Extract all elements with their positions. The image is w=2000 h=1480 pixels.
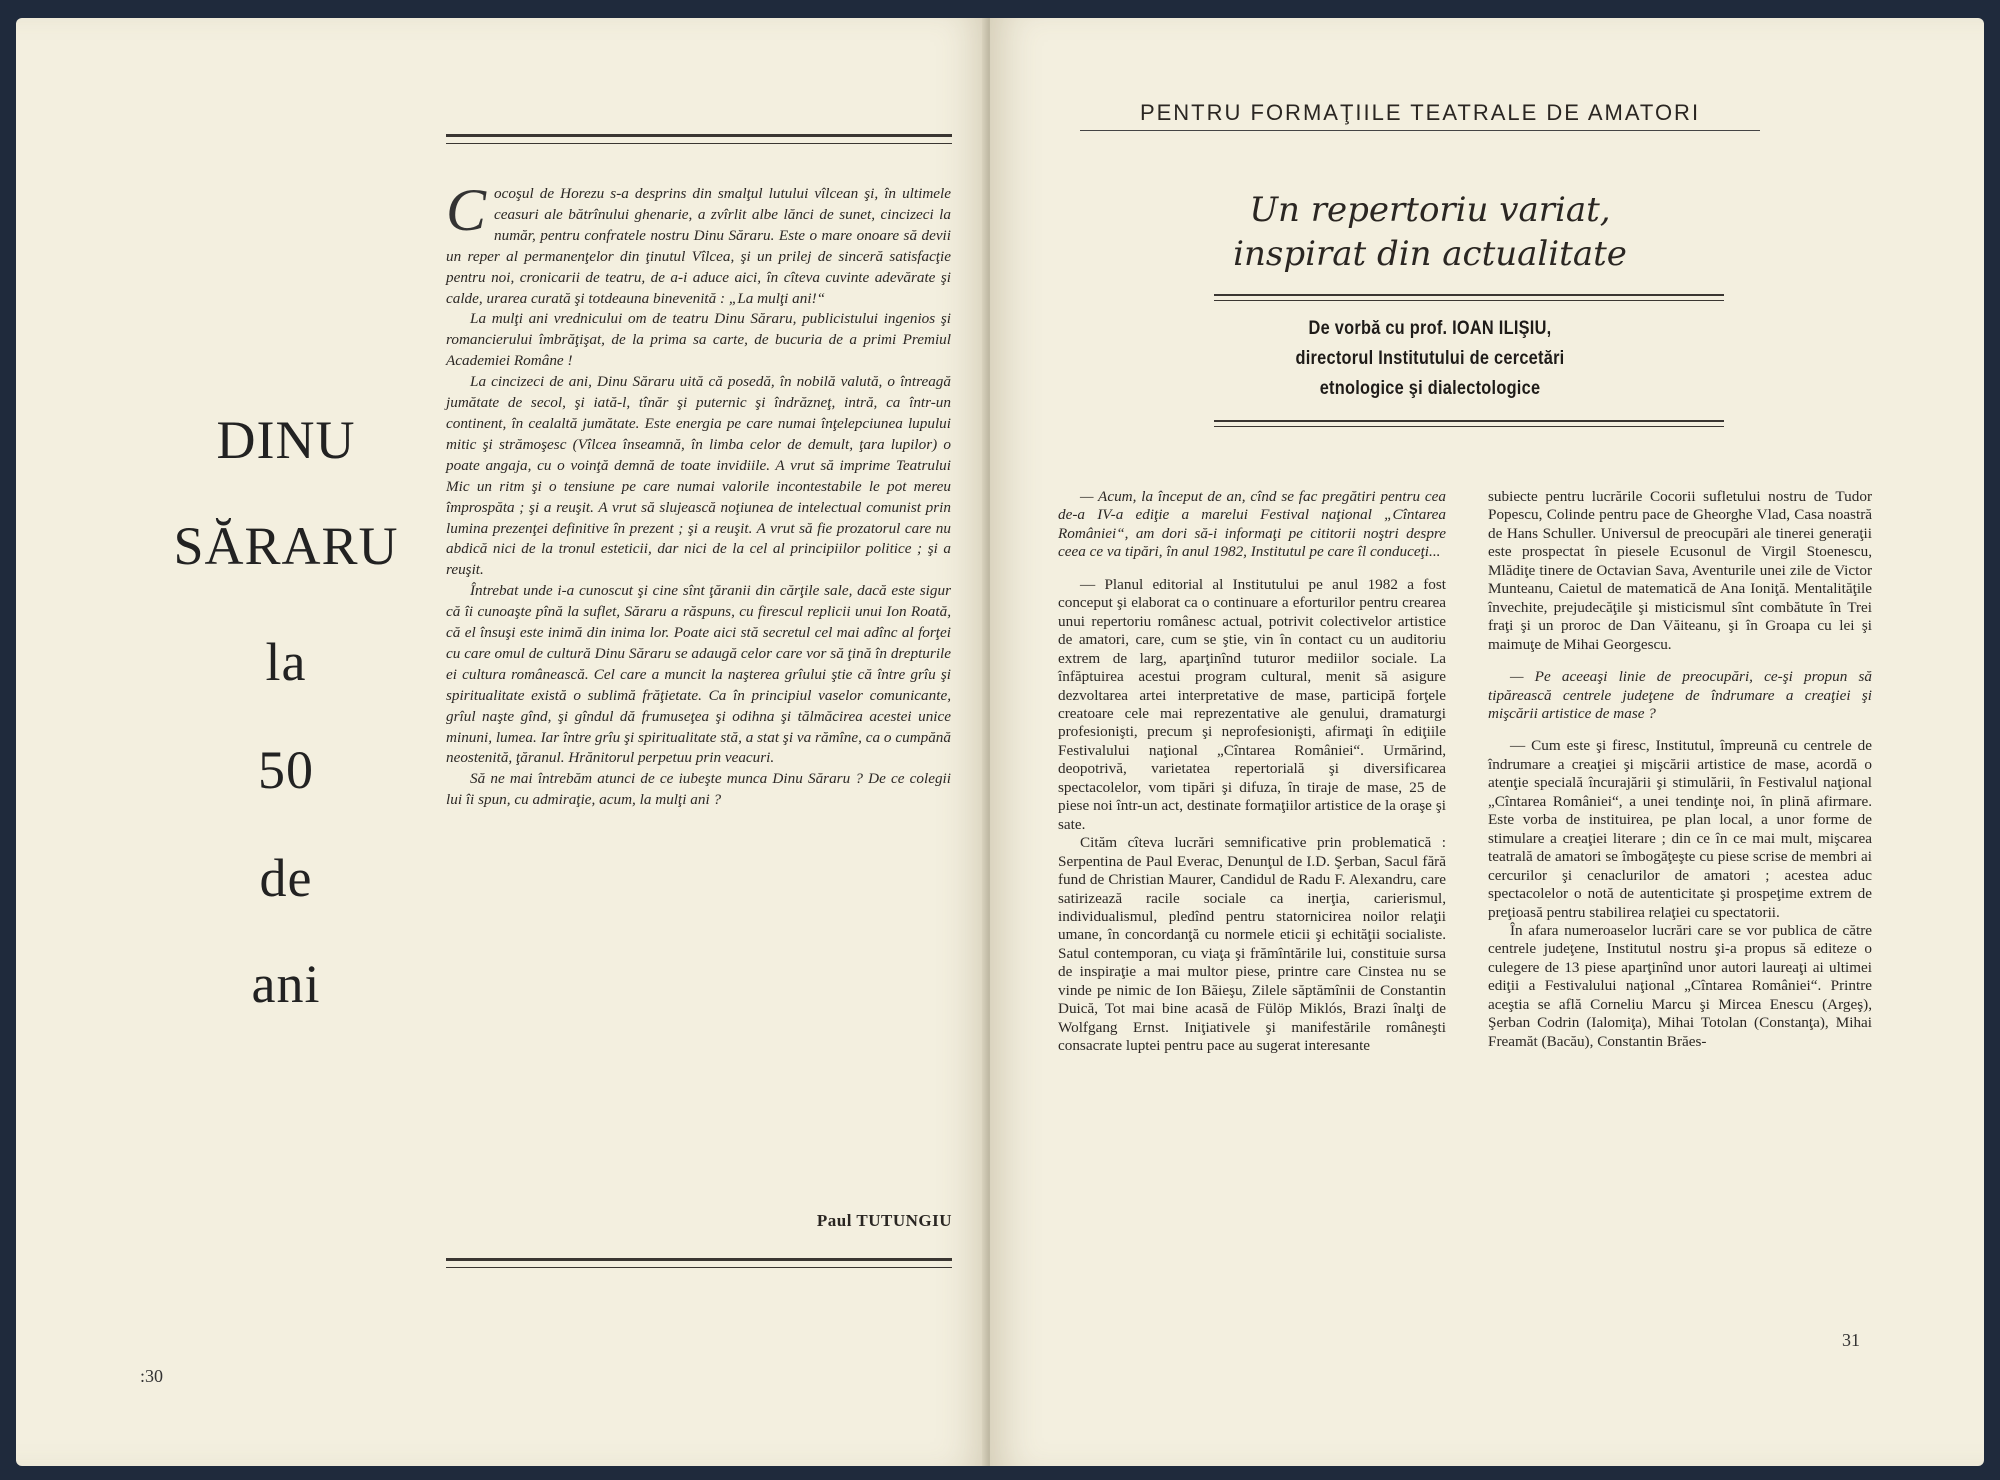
title-line: ani bbox=[251, 954, 321, 1014]
paragraph: — Planul editorial al Institutului pe anul 1982 a fost conceput şi elaborat ca o continuare a eforturilor pentru crearea unui repertoriu românesc actual, potrivit colectivelor artistice de amatori, care, cum se ştie, vin în contact cu un auditoriu extrem de larg, aparţinînd tuturor mediilor sociale. La înfăptuirea acestui program cultural, menit să asigure dezvoltarea artei interpretative de mase, participă forţele creatoare cele mai reprezentative ale genului, dramaturgi profesionişti, precum şi neprofesionişti, afirmaţi în ediţiile Festivalului naţional „Cîntarea României“. Urmărind, deopotrivă, varietatea repertorială şi diversificarea spectacolelor, vom tipări şi difuza, în tiraje de mase, 25 de piese noi într-un act, destinate formaţiilor artistice de la oraşe şi sate. bbox=[1058, 575, 1446, 833]
bottom-rule bbox=[446, 1258, 952, 1268]
right-page bbox=[990, 18, 1984, 1466]
page-number: 31 bbox=[1842, 1330, 1860, 1350]
left-page bbox=[16, 18, 988, 1466]
page-number: :30 bbox=[140, 1366, 164, 1386]
top-rule bbox=[446, 134, 952, 144]
paragraph: subiecte pentru lucrările Cocorii sufletului nostru de Tudor Popescu, Colinde pentru pace de Gheorghe Vlad, Casa noastră de Hans Schuller. Universul de preocupări ale tinerei generaţii este prospectat în piesele Ecusonul de Virgil Stoenescu, Mlădiţe tinere de Octavian Sava, Aventurile unei zile de Victor Munteanu, Caietul de matematică de Ana Ioniţă. Mentalităţile învechite, prejudecăţile şi misticismul sînt combătute în Trei fraţi şi un proroc de Dan Văiteanu, şi în Groapa cu lei şi maimuţe de Mihai Georgescu. bbox=[1488, 488, 1872, 653]
paragraph: Cităm cîteva lucrări semnificative prin problematică : Serpentina de Paul Everac, Denunţul de I.D. Şerban, Sacul fără fund de Christian Maurer, Candidul de Radu F. Alexandru, care satirizează racile sociale ca inerţia, carierismul, individualismul, pledînd pentru statornicirea noilor relaţii umane, în concordanţă cu normele eticii şi echităţii socialiste. Satul contemporan, cu viaţa şi frămîntările lui, constituie sursa de inspiraţie a mai multor piese, printre care Cinstea nu se vinde pe nimic de Ion Băieşu, Zilele săptămînii de Constantin Duică, Tot mai bine acasă de Fülöp Miklós, Brazi înalţi de Wolfgang Ernst. Iniţiativele şi manifestările româneşti consacrate luptei pentru pace au sugerat interesante bbox=[1058, 834, 1446, 1055]
interview-line: etnologice şi dialectologice bbox=[1319, 378, 1541, 399]
paragraph: Întrebat unde i-a cunoscut şi cine sînt ţăranii din cărţile sale, dacă este sigur că îi cunoaşte pînă la suflet, Săraru a răspuns, cu firescul replicii unui Ion Roată, că el însuşi este inimă din inima lor. Poate aici stă secretul cel mai adînc al forţei cu care omul de cultură Dinu Săraru se adaugă celor care vor să ţină în drepturile ei cultura românească. Cel care a muncit la naşterea grîului ştie că între grîu şi spiritualitate există o sublimă frăţietate. Ca în principiul vaselor comunicante, grîul naşte gînd, şi gîndul dă frumuseţea şi odihna şi tălmăcirea acestei unice minuni, lumea. Iar între grîu şi spiritualitate stă, a stat şi va rămîne, ca o cumpănă neostenită, ţăranul. Hrănitorul perpetuu prin veacuri. bbox=[446, 582, 951, 767]
paragraph: La cincizeci de ani, Dinu Săraru uită că posedă, în nobilă valută, o întreagă jumătate de secol, şi iată-l, tînăr şi puternic şi îndrăzneţ, intră, ca într-un continent, în cealaltă jumătate. Este energia pe care numai înţelepciunea lupului mitic şi strămoşesc (Vîlcea înseamnă, în limba celor de demult, ţara lupilor) o poate angaja, cu o voinţă demnă de toate invidiile. A vrut să imprime Teatrului Mic un ritm şi o tensiune pe care numai valorile incontestabile le pot mereu împrospăta ; şi a reuşit. A vrut să slujească noţiunea de intelectual comunist prin lumina prezenţei definitive în prezent ; şi a reuşit. A vrut să fie prozatorul care nu abdică nici de la tronul esteticii, dar nici de la cel al principiilor politice ; şi a reuşit. bbox=[446, 373, 951, 579]
paragraph: Cocoşul de Horezu s-a desprins din smalţul lutului vîlcean şi, în ultimele ceasuri ale bătrînului ghenarie, a zvîrlit albe lănci de sunet, cincizeci la număr, pentru confratele nostru Dinu Săraru. Este o mare onoare să devii un reper al permanenţelor din ţinutul Vîlcea, şi un prilej de sinceră satisfacţie pentru noi, cronicarii de teatru, de a-i aduce aici, în cîteva cuvinte adevărate şi calde, urarea curată şi totdeauna binevenită : „La mulţi ani!“ bbox=[446, 177, 951, 307]
interview-intro bbox=[1249, 314, 1610, 404]
drop-cap: C bbox=[446, 177, 487, 243]
interview-line: directorul Institutului de cercetări bbox=[1295, 348, 1565, 369]
paragraph: La mulţi ani vrednicului om de teatru Dinu Săraru, publicistului ingenios şi romancierului îmbrăţişat, de la prima sa carte, de bucuria de a primi Premiul Academiei Române ! bbox=[446, 310, 951, 370]
title-line: de bbox=[259, 848, 313, 908]
headline-line: Un repertoriu variat, bbox=[1249, 190, 1611, 230]
paragraph: Să ne mai întrebăm atunci de ce iubeşte munca Dinu Săraru ? De ce colegii lui îi spun, cu admiraţie, acum, la mulţi ani ? bbox=[446, 770, 951, 809]
interview-bottom-rule bbox=[1214, 420, 1724, 427]
column-1 bbox=[1058, 488, 1446, 1056]
question: — Acum, la început de an, cînd se fac pregătiri pentru cea de-a IV-a ediţie a marelui Festival naţional „Cîntarea României“, am dori să-i informaţi pe cititorii noştri despre ceea ce va tipări, în anul 1982, Institutul pe care îl conduceţi... bbox=[1058, 488, 1446, 561]
paragraph: — Cum este şi firesc, Institutul, împreună cu centrele de îndrumare a creaţiei şi mişcării artistice de mase, acordă o atenţie specială încurajării şi stimulării, în Festivalul naţional „Cîntarea României“, a unei tendinţe noi, în plină afirmare. Este vorba de instituirea, pe plan local, a unor forme de stimulare a creaţiei literare ; din ce în ce mai mult, mişcarea teatrală de amatori se îmbogăţeşte cu piese scrise de membri ai cercurilor şi cenaclurilor de amatori ; acestea aduc spectacolelor o notă de autenticitate şi prospeţime extrem de preţioasă pentru stabilirea relaţiei cu spectatorii. bbox=[1488, 737, 1872, 921]
title-line: la bbox=[265, 632, 307, 692]
title-line: 50 bbox=[258, 740, 314, 800]
question: — Pe aceeaşi linie de preocupări, ce-şi propun să tipărească centrele judeţene de îndrumare a creaţiei şi mişcării artistice de mase ? bbox=[1488, 668, 1872, 722]
interview-top-rule bbox=[1214, 294, 1724, 301]
title-line: SĂRARU bbox=[173, 516, 399, 576]
title-line: DINU bbox=[216, 410, 356, 470]
article-title bbox=[146, 18, 426, 1018]
headline-line: inspirat din actualitate bbox=[1233, 234, 1627, 274]
headline bbox=[1170, 188, 1690, 276]
column-2 bbox=[1488, 488, 1872, 1051]
article-body bbox=[446, 177, 951, 811]
paragraph: În afara numeroaselor lucrări care se vor publica de către centrele judeţene, Institutul nostru şi-a propus să editeze o culegere de 13 piese aparţinînd unor autori laureaţi ai ultimei ediţii a Festivalului naţional „Cîntarea României“. Printre aceştia se află Corneliu Marcu şi Mircea Enescu (Argeş), Şerban Codrin (Ialomiţa), Mihai Totolan (Constanţa), Mihai Freamăt (Bacău), Constantin Brăes- bbox=[1488, 921, 1872, 1050]
interview-line: De vorbă cu prof. IOAN ILIŞIU, bbox=[1308, 318, 1552, 339]
section-header: PENTRU FORMAŢIILE TEATRALE DE AMATORI bbox=[1080, 100, 1760, 131]
author-signature: Paul TUTUNGIU bbox=[816, 1211, 952, 1230]
